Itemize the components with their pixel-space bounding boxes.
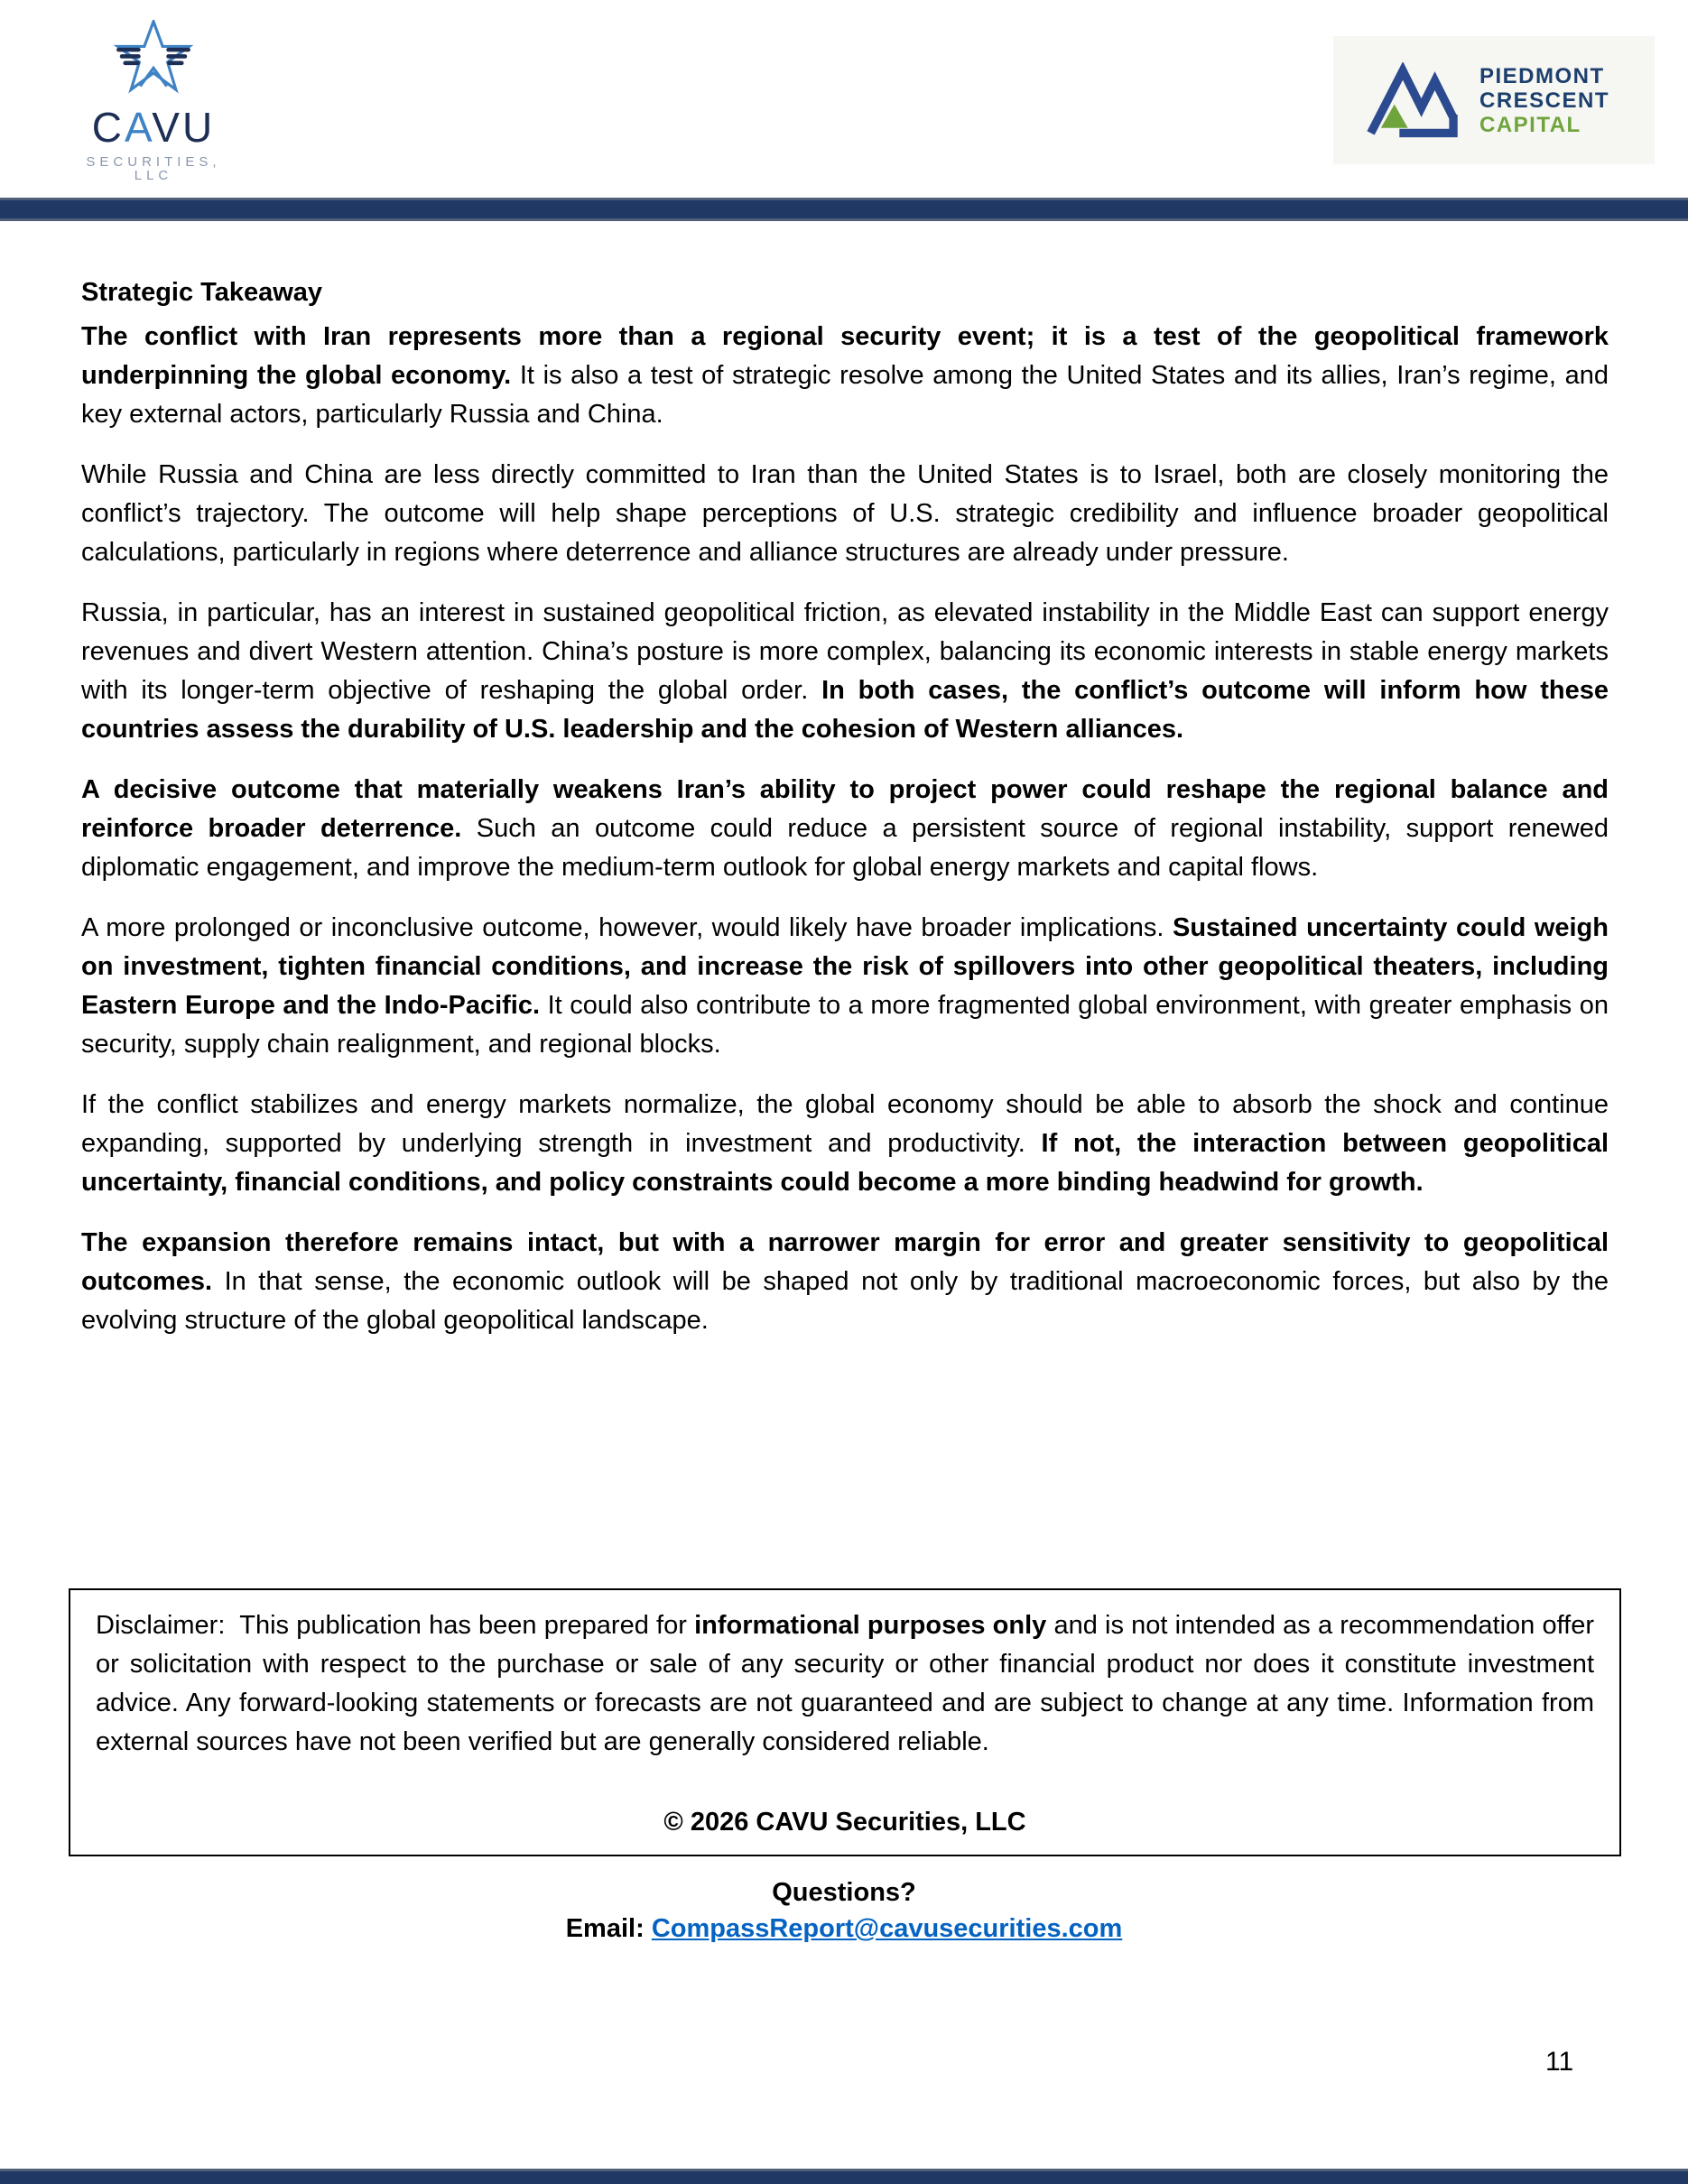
- cavu-star-wings-icon: [108, 20, 199, 103]
- text-segment: If the conflict stabilizes and energy markets normalize, the global economy should be able to absorb the shock and continue expanding, supported by underlying strength in investment and productivity.: [81, 1090, 1609, 1158]
- copyright-notice: © 2026 CAVU Securities, LLC: [663, 1808, 1026, 1837]
- text-segment: It could also contribute to a more fragmented global environment, with greater emphasis on security, supply chain realignment, and regional blocks.: [81, 991, 1609, 1059]
- report-body: [81, 273, 1609, 1362]
- text-segment: While Russia and China are less directly committed to Iran than the United States is to Israel, both are closely monitoring the conflict’s trajectory. The outcome will help shape perceptions of U.S. strategic credibility and influence broader geopolitical calculations, particularly in regions where deterrence and alliance structures are already under pressure.: [81, 460, 1609, 567]
- cavu-subtitle: SECURITIES, LLC: [86, 154, 221, 183]
- cavu-letter: U: [181, 104, 216, 151]
- cavu-wordmark: [63, 104, 244, 151]
- contact-footer: [0, 1877, 1688, 1944]
- paragraph: [81, 1224, 1609, 1340]
- cavu-securities-logo: [63, 20, 244, 182]
- paragraph: [81, 771, 1609, 887]
- mountain-crescent-icon: [1366, 62, 1467, 138]
- text-segment: Russia, in particular, has an interest in sustained geopolitical friction, as elevated instability in the Middle East can support energy revenues and divert Western attention. China’s posture is more complex, balancing its economic interests in stable energy markets with its longer-term objective of reshaping the global order.: [81, 598, 1609, 705]
- header-divider-bar: [0, 198, 1688, 221]
- pcc-wordmark: [1479, 64, 1609, 137]
- cavu-letter: C: [91, 104, 125, 151]
- footer-divider-bar: [0, 2169, 1688, 2184]
- paragraph: [81, 594, 1609, 749]
- text-segment: The conflict with Iran represents more than a regional security event; it is a test of the geopolitical framework underpinning the global economy.: [81, 322, 1609, 390]
- paragraph: [81, 1086, 1609, 1202]
- email-link[interactable]: CompassReport@cavusecurities.com: [651, 1914, 1123, 1943]
- cavu-letter: V: [152, 104, 182, 151]
- piedmont-crescent-capital-logo: [1333, 36, 1655, 164]
- text-segment: A more prolonged or inconclusive outcome, however, would likely have broader implications.: [81, 913, 1173, 942]
- pcc-line-capital: CAPITAL: [1479, 112, 1581, 137]
- paragraph: [81, 909, 1609, 1064]
- cavu-letter: A: [125, 104, 153, 151]
- email-line: [0, 1913, 1688, 1944]
- disclaimer-box: [69, 1588, 1621, 1856]
- pcc-line-piedmont: PIEDMONT: [1479, 63, 1605, 88]
- questions-label: Questions?: [772, 1878, 916, 1907]
- disclaimer-text: [96, 1606, 1594, 1762]
- text-segment: and is not intended as a recommendation offer or solicitation with respect to the purchase or sale of any security or other financial product nor does it constitute investment advice. Any forward-looking statements or forecasts are not guaranteed and are subject to change at any time. Information from external sources have not been verified but are generally considered reliable.: [96, 1611, 1594, 1756]
- text-segment: informational purposes only: [694, 1611, 1047, 1640]
- text-segment: It is also a test of strategic resolve among the United States and its allies, Iran’s regime, and key external actors, particularly Russia and China.: [81, 361, 1609, 429]
- text-segment: In that sense, the economic outlook will be shaped not only by traditional macroeconomic forces, but also by the evolving structure of the global geopolitical landscape.: [81, 1267, 1609, 1335]
- text-segment: Sustained uncertainty could weigh on investment, tighten financial conditions, and increase the risk of spillovers into other geopolitical theaters, including Eastern Europe and the Indo-Pacific.: [81, 913, 1609, 1020]
- text-segment: Such an outcome could reduce a persistent source of regional instability, support renewed diplomatic engagement, and improve the medium-term outlook for global energy markets and capital flows.: [81, 814, 1609, 882]
- email-label: Email:: [565, 1914, 652, 1943]
- pcc-line-crescent: CRESCENT: [1479, 88, 1610, 113]
- text-segment: In both cases, the conflict’s outcome will inform how these countries assess the durability of U.S. leadership and the cohesion of Western alliances.: [81, 676, 1609, 744]
- text-segment: The expansion therefore remains intact, but with a narrower margin for error and greater sensitivity to geopolitical outcomes.: [81, 1228, 1609, 1296]
- paragraph: [81, 318, 1609, 434]
- text-segment: If not, the interaction between geopolitical uncertainty, financial conditions, and policy constraints could become a more binding headwind for growth.: [81, 1129, 1609, 1197]
- section-heading: Strategic Takeaway: [81, 278, 323, 307]
- paragraph: [81, 456, 1609, 572]
- page-number: 11: [1545, 2047, 1574, 2077]
- text-segment: Disclaimer: This publication has been prepared for: [96, 1611, 695, 1640]
- text-segment: A decisive outcome that materially weakens Iran’s ability to project power could reshape the regional balance and reinforce broader deterrence.: [81, 775, 1609, 843]
